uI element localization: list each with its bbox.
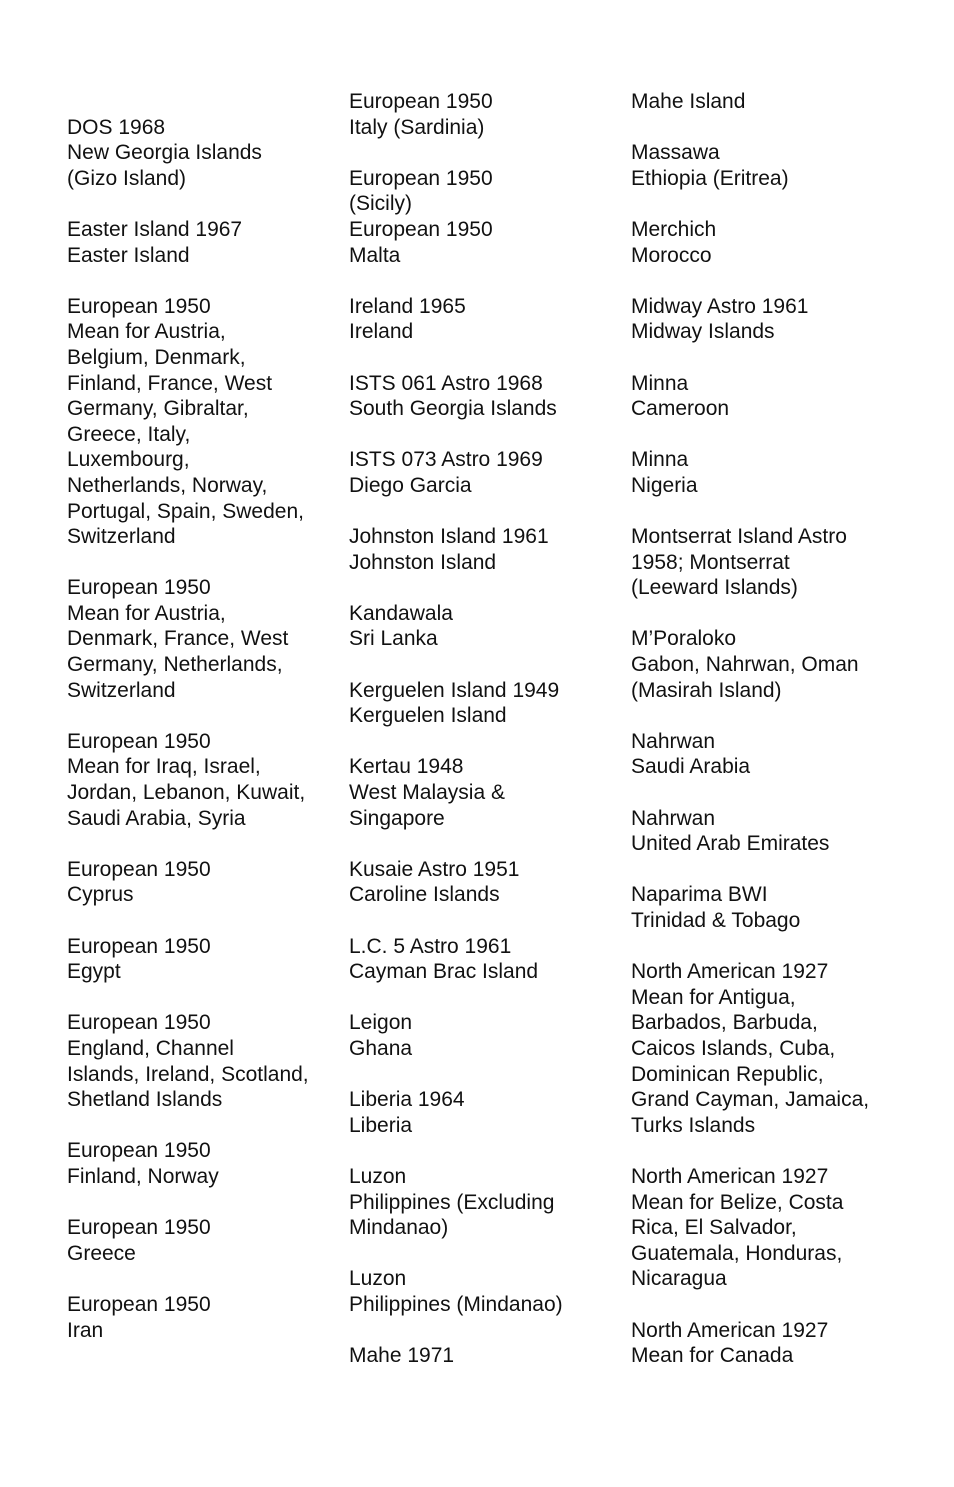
entry-line: Guatemala, Honduras, [631, 1241, 843, 1265]
entry-line: DOS 1968 [67, 115, 166, 139]
entry-line: L.C. 5 Astro 1961 [349, 934, 512, 958]
entry-line: Malta [349, 243, 401, 267]
entry-line: Nahrwan [631, 729, 716, 753]
text-column-3 [631, 89, 931, 1369]
blank-line [631, 780, 931, 806]
blank-line [631, 191, 931, 217]
entry-line: Easter Island 1967 [67, 217, 243, 241]
entry-line: Minna [631, 371, 689, 395]
entry-line: Mean for Antigua, [631, 985, 796, 1009]
entry-line: European 1950 [67, 729, 211, 753]
blank-line [67, 191, 343, 217]
entry-line: Mean for Canada [631, 1344, 794, 1368]
entry-line: Belgium, Denmark, [67, 345, 246, 369]
entry-line: 1958; Montserrat [631, 550, 790, 574]
entry-line: Kusaie Astro 1951 [349, 857, 520, 881]
blank-line [67, 550, 343, 576]
entry-line: Finland, Norway [67, 1164, 219, 1188]
entry-line: North American 1927 [631, 1318, 829, 1342]
entry-line: Liberia [349, 1113, 413, 1137]
entry-line: Greece [67, 1241, 136, 1265]
entry-line: Shetland Islands [67, 1088, 223, 1112]
entry-line: Nigeria [631, 473, 698, 497]
entry-line: (Gizo Island) [67, 166, 187, 190]
entry-line: Midway Islands [631, 320, 775, 344]
entry-line: Nicaragua [631, 1267, 727, 1291]
entry-line: Massawa [631, 141, 720, 165]
blank-line [349, 499, 625, 525]
blank-line [349, 1318, 625, 1344]
blank-line [67, 1190, 343, 1216]
entry-line: (Leeward Islands) [631, 576, 798, 600]
entry-line: ISTS 061 Astro 1968 [349, 371, 543, 395]
blank-line [631, 422, 931, 448]
entry-line: Midway Astro 1961 [631, 294, 809, 318]
entry-line: European 1950 [349, 90, 493, 113]
entry-line: (Masirah Island) [631, 678, 782, 702]
entry-line: Finland, France, West [67, 371, 273, 395]
entry-line: European 1950 [67, 1292, 211, 1316]
entry-line: Morocco [631, 243, 712, 267]
entry-line: Kertau 1948 [349, 755, 464, 779]
blank-line [631, 499, 931, 525]
blank-line [631, 345, 931, 371]
blank-line [67, 89, 343, 115]
entry-line: ISTS 073 Astro 1969 [349, 448, 543, 472]
entry-line: Mahe 1971 [349, 1344, 455, 1368]
blank-line [349, 985, 625, 1011]
text-column-2 [349, 89, 625, 1369]
blank-line [349, 345, 625, 371]
entry-line: Johnston Island [349, 550, 497, 574]
text-column-1 [67, 89, 343, 1343]
entry-line: (Sicily) [349, 192, 412, 216]
entry-line: Nahrwan [631, 806, 716, 830]
entry-line: Denmark, France, West [67, 627, 289, 651]
blank-line [67, 831, 343, 857]
blank-line [349, 1241, 625, 1267]
blank-line [631, 934, 931, 960]
entry-line: Trinidad & Tobago [631, 909, 801, 932]
entry-line: Cyprus [67, 883, 134, 907]
entry-line: Montserrat Island Astro [631, 525, 847, 549]
blank-line [67, 908, 343, 934]
entry-line: Mean for Austria, [67, 601, 226, 625]
entry-line: Italy (Sardinia) [349, 115, 485, 139]
entry-line: Germany, Gibraltar, [67, 397, 249, 421]
entry-line: Turks Islands [631, 1113, 756, 1137]
entry-line: Saudi Arabia [631, 755, 751, 779]
entry-line: Ireland [349, 320, 414, 344]
entry-line: Cayman Brac Island [349, 960, 539, 984]
entry-line: Mean for Belize, Costa [631, 1190, 844, 1214]
entry-line: Kerguelen Island 1949 [349, 678, 560, 702]
blank-line [67, 703, 343, 729]
entry-line: European 1950 [67, 934, 211, 958]
entry-line: European 1950 [67, 1139, 211, 1163]
entry-line: Switzerland [67, 678, 176, 702]
entry-line: Johnston Island 1961 [349, 525, 549, 549]
entry-line: Ethiopia (Eritrea) [631, 166, 789, 190]
entry-line: Islands, Ireland, Scotland, [67, 1062, 309, 1086]
blank-line [67, 268, 343, 294]
entry-line: Rica, El Salvador, [631, 1216, 797, 1240]
entry-line: Jordan, Lebanon, Kuwait, [67, 781, 306, 805]
entry-line: Kerguelen Island [349, 704, 507, 728]
blank-line [631, 601, 931, 627]
entry-line: Caicos Islands, Cuba, [631, 1036, 836, 1060]
entry-line: European 1950 [67, 1216, 211, 1240]
blank-line [631, 857, 931, 883]
entry-line: Sri Lanka [349, 627, 438, 651]
blank-line [349, 268, 625, 294]
entry-line: Grand Cayman, Jamaica, [631, 1088, 870, 1112]
entry-line: Netherlands, Norway, [67, 473, 268, 497]
blank-line [349, 140, 625, 166]
entry-line: Easter Island [67, 243, 190, 267]
entry-line: Portugal, Spain, Sweden, [67, 499, 304, 523]
entry-line: European 1950 [349, 217, 493, 241]
entry-line: Singapore [349, 806, 445, 830]
entry-line: Liberia 1964 [349, 1088, 465, 1112]
entry-line: Mean for Iraq, Israel, [67, 755, 261, 779]
entry-line: England, Channel [67, 1036, 234, 1060]
blank-line [349, 575, 625, 601]
entry-line: European 1950 [67, 576, 211, 600]
blank-line [349, 729, 625, 755]
blank-line [349, 831, 625, 857]
blank-line [67, 1113, 343, 1139]
entry-line: New Georgia Islands [67, 141, 262, 165]
blank-line [631, 1138, 931, 1164]
entry-line: Mindanao) [349, 1216, 449, 1240]
entry-line: Cameroon [631, 397, 730, 421]
entry-line: Gabon, Nahrwan, Oman [631, 653, 859, 677]
blank-line [349, 908, 625, 934]
entry-line: Germany, Netherlands, [67, 653, 283, 677]
entry-line: Philippines (Mindanao) [349, 1292, 563, 1316]
blank-line [67, 1266, 343, 1292]
blank-line [631, 268, 931, 294]
entry-line: Kandawala [349, 601, 453, 625]
blank-line [67, 985, 343, 1011]
entry-line: Greece, Italy, [67, 422, 191, 446]
entry-line: Ireland 1965 [349, 294, 466, 318]
blank-line [631, 703, 931, 729]
blank-line [349, 1138, 625, 1164]
entry-line: Saudi Arabia, Syria [67, 806, 246, 830]
blank-line [631, 115, 931, 141]
blank-line [349, 652, 625, 678]
blank-line [349, 1062, 625, 1088]
entry-line: European 1950 [349, 166, 493, 190]
entry-line: North American 1927 [631, 960, 829, 984]
entry-line: Dominican Republic, [631, 1062, 824, 1086]
entry-line: Switzerland [67, 525, 176, 549]
entry-line: Philippines (Excluding [349, 1190, 555, 1214]
entry-line: Merchich [631, 217, 717, 241]
entry-line: Mean for Austria, [67, 320, 226, 344]
entry-line: West Malaysia & [349, 781, 505, 805]
entry-line: European 1950 [67, 857, 211, 881]
entry-line: Leigon [349, 1011, 413, 1035]
entry-line: Barbados, Barbuda, [631, 1011, 818, 1035]
entry-line: Diego Garcia [349, 473, 472, 497]
entry-line: Mahe Island [631, 90, 746, 113]
entry-line: South Georgia Islands [349, 397, 557, 421]
entry-line: Minna [631, 448, 689, 472]
entry-line: Luzon [349, 1164, 407, 1188]
blank-line [349, 422, 625, 448]
entry-line: Luzon [349, 1267, 407, 1291]
entry-line: United Arab Emirates [631, 832, 830, 856]
entry-line: Naparima BWI [631, 883, 768, 907]
entry-line: North American 1927 [631, 1164, 829, 1188]
entry-line: Egypt [67, 960, 121, 984]
entry-line: European 1950 [67, 294, 211, 318]
entry-line: Ghana [349, 1036, 413, 1060]
entry-line: Iran [67, 1318, 104, 1342]
blank-line [631, 1292, 931, 1318]
entry-line: Luxembourg, [67, 448, 190, 472]
entry-line: M’Poraloko [631, 627, 737, 651]
entry-line: European 1950 [67, 1011, 211, 1035]
entry-line: Caroline Islands [349, 883, 500, 907]
